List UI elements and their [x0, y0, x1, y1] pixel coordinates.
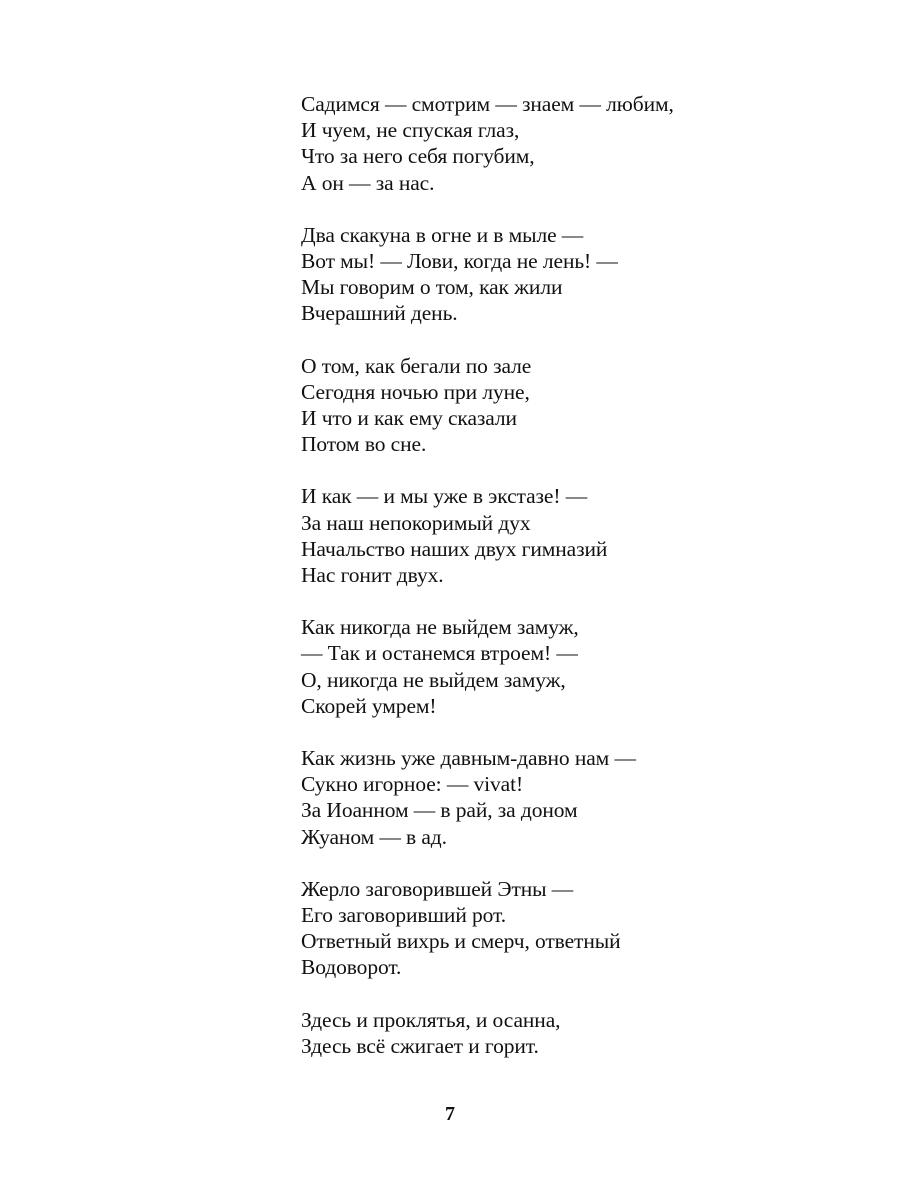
poem-line: Два скакуна в огне и в мыле — [301, 222, 584, 247]
poem-line: О, никогда не выйдем замуж, [301, 667, 566, 692]
stanza [301, 614, 821, 719]
poem-line: А он — за нас. [301, 170, 435, 195]
poem-line: Что за него себя погубим, [301, 144, 535, 169]
poem-line: Жерло заговорившей Этны — [301, 876, 574, 901]
poem-line: Потом во сне. [301, 432, 427, 457]
stanza [301, 222, 821, 327]
poem-line: Как никогда не выйдем замуж, [301, 615, 579, 640]
poem-line: О том, как бегали по зале [301, 353, 532, 378]
poem-line: Вот мы! — Лови, когда не лень! — [301, 249, 618, 274]
poem-line: И что и как ему сказали [301, 406, 517, 431]
poem-line: Жуаном — в ад. [301, 824, 447, 849]
poem-line: И чуем, не спуская глаз, [301, 118, 520, 143]
poem-line: Мы говорим о том, как жили [301, 275, 563, 300]
poem-line: За Иоанном — в рай, за доном [301, 798, 578, 823]
poem-line: Водоворот. [301, 955, 402, 980]
poem-line: Здесь всё сжигает и горит. [301, 1033, 539, 1058]
poem-line: Как жизнь уже давным-давно нам — [301, 746, 636, 771]
poem-line: Начальство наших двух гимназий [301, 536, 608, 561]
stanza [301, 483, 821, 588]
poem-line: Его заговоривший рот. [301, 903, 506, 928]
poem-line: Сукно игорное: — vivat! [301, 772, 524, 797]
poem-line: Садимся — смотрим — знаем — любим, [301, 92, 674, 116]
poem-line: Здесь и проклятья, и осанна, [301, 1007, 561, 1032]
poem-line: Нас гонит двух. [301, 563, 444, 588]
poem-line: И как — и мы уже в экстазе! — [301, 484, 588, 509]
stanza [301, 353, 821, 458]
poem-line: Ответный вихрь и смерч, ответный [301, 929, 621, 954]
stanza [301, 876, 821, 981]
page-number: 7 [445, 1103, 455, 1125]
poem-body [301, 91, 821, 1085]
stanza [301, 91, 821, 196]
stanza [301, 1007, 821, 1059]
poem-line: — Так и останемся втроем! — [301, 641, 578, 666]
stanza [301, 745, 821, 850]
poem-line: Вчерашний день. [301, 301, 458, 326]
poem-line: Сегодня ночью при луне, [301, 379, 530, 404]
poem-line: За наш непокоримый дух [301, 510, 531, 535]
poem-line: Скорей умрем! [301, 693, 437, 718]
